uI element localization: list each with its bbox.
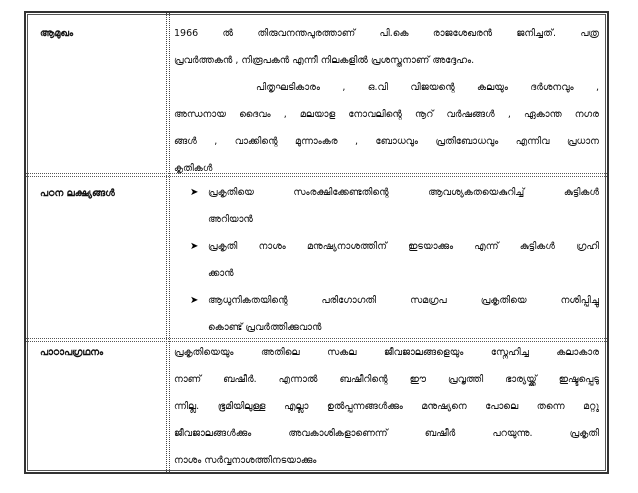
text-line: അറിയാൻ: [208, 214, 253, 225]
row-label-objectives: പഠന ലക്ഷ്യങ്ങൾ: [40, 188, 115, 199]
text-line: ങ്ങൾ , വാക്കിന്റെ മുന്നാംകര , ബോധവും പ്രതിബോധവും എന്നിവ പ്രധാന: [174, 136, 599, 147]
text-line: കൃതികൾ: [174, 163, 213, 174]
text-line: 1966 ൽ തിരുവനന്തപുരത്താണ് പി.കെ രാജശേഖരൻ ജനിച്ചത്. പത്ര: [174, 28, 599, 39]
row-label-analysis: പാഠാപഗ്രഥനം: [40, 347, 104, 358]
text-line: പ്രവർത്തകൻ , നിരൂപകൻ എന്നീ നിലകളിൽ പ്രശസ്തനാണ് അദ്ദേഹം.: [174, 55, 475, 66]
text-line: ആധുനികതയിന്റെ പരിഗോഗതി സമഗ്രപ പ്രകൃതിയെ നശിപ്പിച്ചു: [208, 295, 599, 306]
text-line: പ്രകൃതിയെ സംരക്ഷിക്കേണ്ടതിന്റെ ആവശ്യകതയെകുറിച്ച് കുട്ടികൾ: [208, 187, 599, 198]
arrow-bullet-icon: ➤: [190, 187, 199, 198]
analysis-text: [174, 339, 599, 474]
objective-item: [174, 287, 599, 341]
document-table: [24, 11, 609, 474]
text-line: അന്ധനായ ദൈവം , മലയാള നോവലിന്റെ നൂറ് വർഷങ്ങൾ , ഏകാന്ത നഗര: [174, 109, 599, 120]
text-line: നാശം സർവ്വനാശത്തിനടയാക്കും: [174, 455, 317, 466]
text-line: ജീവജാലങ്ങൾക്കും അവകാശികളാണെന്ന് ബഷീർ പറയുന്നു. പ്രകൃതി: [174, 428, 599, 439]
text-line: ക്കാൻ: [208, 268, 234, 279]
text-line: പ്രകൃതിയെയും അതിലെ സകല ജീവജാലങ്ങളെയും സ്നേഹിച്ച കലാകാര: [174, 347, 599, 358]
row-label-intro: ആമുഖം: [40, 28, 74, 39]
text-line: നാണ് ബഷീർ. എന്നാൽ ബഷീറിന്റെ ഈ പ്രവൃത്തി ഭാര്യയ്ക്ക് ഇഷ്ടപ്പെടു: [174, 374, 599, 385]
text-line: ന്നില്ല. ഭൂമിയിലുള്ള എല്ലാ ഉൽപ്പന്നങ്ങൾക്കും മനുഷ്യനെ പോലെ തന്നെ മറ്റു: [174, 401, 599, 412]
arrow-bullet-icon: ➤: [190, 295, 199, 306]
text-line: കൊണ്ട് പ്രവർത്തിക്കുവാൻ: [208, 322, 322, 333]
text-line: പ്രകൃതി നാശം മനുഷ്യനാശത്തിന് ഇടയാക്കും എന്ന് കുട്ടികൾ ഗ്രഹി: [208, 241, 599, 252]
column-divider: [166, 13, 167, 472]
intro-text: [174, 20, 599, 182]
column-divider-inner: [169, 13, 170, 472]
objectives-list: [174, 179, 599, 341]
objective-item: [174, 233, 599, 287]
objective-item: [174, 179, 599, 233]
text-line: പിതൃഘടികാരം , ഒ.വി വിജയന്റെ കലയും ദർശനവും ,: [256, 82, 599, 93]
arrow-bullet-icon: ➤: [190, 241, 199, 252]
